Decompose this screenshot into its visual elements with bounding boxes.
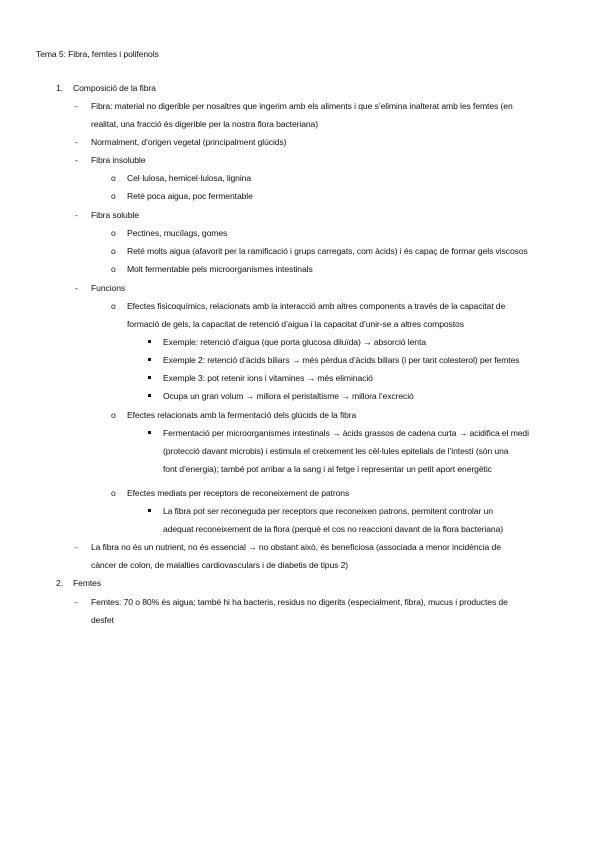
list-item: Fibra insoluble	[91, 155, 146, 165]
section-number: 1.	[56, 83, 64, 93]
list-item: La fibra no és un nutrient, no és essencial → no obstant això, és beneficiosa (associada a menor incidència de	[91, 542, 501, 552]
dash-bullet: -	[75, 101, 78, 111]
circle-bullet: o	[111, 191, 116, 201]
square-bullet	[148, 376, 151, 379]
list-item: Fibra soluble	[91, 210, 139, 220]
square-bullet	[148, 394, 151, 397]
list-item: Reté molts aigua (afavorit per la ramificació i grups carregats, com àcids) i és capaç de formar gels viscosos	[127, 246, 528, 256]
list-item: Exemple: retenció d’aigua (que porta glucosa diluïda) → absorció lenta	[163, 337, 426, 347]
list-item: Exemple 2: retenció d’àcids biliars → més pèrdua d’àcids biliars (i per tant colesterol) per femtes	[163, 355, 520, 365]
list-item-continuation: formació de gels, la capacitat de retenció d’aigua i la capacitat d’unir-se a altres compostos	[127, 319, 464, 329]
section-number: 2.	[56, 578, 64, 588]
dash-bullet: -	[75, 597, 78, 607]
section-heading: Femtes	[73, 578, 102, 588]
list-item: Fermentació per microorganismes intestinals → àcids grassos de cadena curta → acidifica el medi	[163, 428, 529, 438]
list-item: Reté poca aigua, poc fermentable	[127, 191, 253, 201]
dash-bullet: -	[75, 210, 78, 220]
list-item: Ocupa un gran volum → millora el peristaltisme → millora l’excreció	[163, 391, 414, 401]
list-item: Exemple 3: pot retenir ions i vitamines → més eliminació	[163, 373, 373, 383]
document-title: Tema 5: Fibra, femtes i polifenols	[36, 49, 159, 59]
list-item: Cel·lulosa, hemicel·lulosa, lignina	[127, 173, 252, 183]
list-item: Pectines, mucílags, gomes	[127, 228, 228, 238]
list-item: Efectes mediats per receptors de reconeixement de patrons	[127, 488, 350, 498]
circle-bullet: o	[111, 301, 116, 311]
dash-bullet: -	[75, 542, 78, 552]
list-item: Efectes fisicoquímics, relacionats amb la interacció amb altres components a través de la capacitat de	[127, 301, 506, 311]
circle-bullet: o	[111, 173, 116, 183]
list-item: Molt fermentable pels microorganismes intestinals	[127, 264, 313, 274]
square-bullet	[148, 340, 151, 343]
list-item-continuation: desfet	[91, 615, 114, 625]
section-heading: Composició de la fibra	[73, 83, 156, 93]
list-item: Efectes relacionats amb la fermentació dels glúcids de la fibra	[127, 410, 357, 420]
list-item-continuation: càncer de colon, de malalties cardiovasculars i de diabetis de tipus 2)	[91, 560, 349, 570]
list-item: Normalment, d’origen vegetal (principalment glúcids)	[91, 137, 287, 147]
square-bullet	[148, 358, 151, 361]
list-item-continuation: realitat, una fracció és digerible per la nostra flora bacteriana)	[91, 119, 318, 129]
circle-bullet: o	[111, 228, 116, 238]
dash-bullet: -	[75, 155, 78, 165]
list-item: La fibra pot ser reconeguda per receptors que reconeixen patrons, permitent controlar un	[163, 506, 493, 516]
circle-bullet: o	[111, 488, 116, 498]
square-bullet	[148, 509, 151, 512]
list-item: Funcions	[91, 283, 126, 293]
square-bullet	[148, 431, 151, 434]
list-item-continuation: font d’energia); també pot arribar a la sang i al fetge i representar un petit aport energètic	[163, 464, 492, 474]
dash-bullet: -	[75, 137, 78, 147]
list-item-continuation: (protecció davant microbis) i estimula el creixement les cèl·lules epitelials de l’intestí (són una	[163, 446, 509, 456]
list-item-continuation: adequat reconeixement de la flora (perquè el cos no reaccioni davant de la flora bacteriana)	[163, 524, 504, 534]
list-item: Femtes: 70 o 80% és aigua; també hi ha bacteris, residus no digerits (especialment, fibra), mucus i productes de	[91, 597, 508, 607]
dash-bullet: -	[75, 283, 78, 293]
circle-bullet: o	[111, 246, 116, 256]
list-item: Fibra: material no digerible per nosaltres que ingerim amb els aliments i que s’elimina inalterat amb les femtes (en	[91, 101, 513, 111]
circle-bullet: o	[111, 410, 116, 420]
circle-bullet: o	[111, 264, 116, 274]
